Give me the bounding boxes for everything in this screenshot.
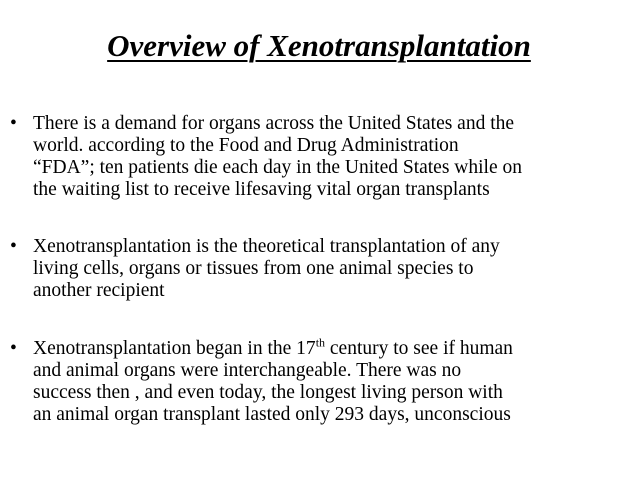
ordinal-superscript: th: [315, 335, 326, 350]
bullet-line: There is a demand for organs across the United States and the: [33, 113, 515, 134]
bullet-line: an animal organ transplant lasted only 293 days, unconscious: [33, 404, 511, 425]
bullet-line: the waiting list to receive lifesaving vital organ transplants: [33, 179, 490, 200]
bullet-text-part: century to see if human: [325, 338, 513, 359]
bullet-line: success then , and even today, the longest living person with: [33, 382, 503, 403]
bullet-line: living cells, organs or tissues from one animal species to: [33, 258, 474, 279]
bullet-line: world. according to the Food and Drug Administration: [33, 135, 459, 156]
bullet-dot-icon: •: [10, 236, 17, 257]
bullet-text: [33, 236, 633, 302]
bullet-line: Xenotransplantation is the theoretical transplantation of any: [33, 236, 500, 257]
bullet-dot-icon: •: [10, 338, 17, 359]
bullet-text: [33, 335, 633, 426]
bullet-line: “FDA”; ten patients die each day in the United States while on: [33, 157, 522, 178]
bullet-text-part: Xenotransplantation began in the 17: [33, 338, 316, 359]
bullet-line: and animal organs were interchangeable. There was no: [33, 360, 462, 381]
bullet-dot-icon: •: [10, 113, 17, 134]
bullet-line: another recipient: [33, 280, 165, 301]
bullet-line: [33, 335, 633, 360]
bullet-text: [33, 113, 633, 201]
slide-title: Overview of Xenotransplantation: [107, 28, 531, 63]
